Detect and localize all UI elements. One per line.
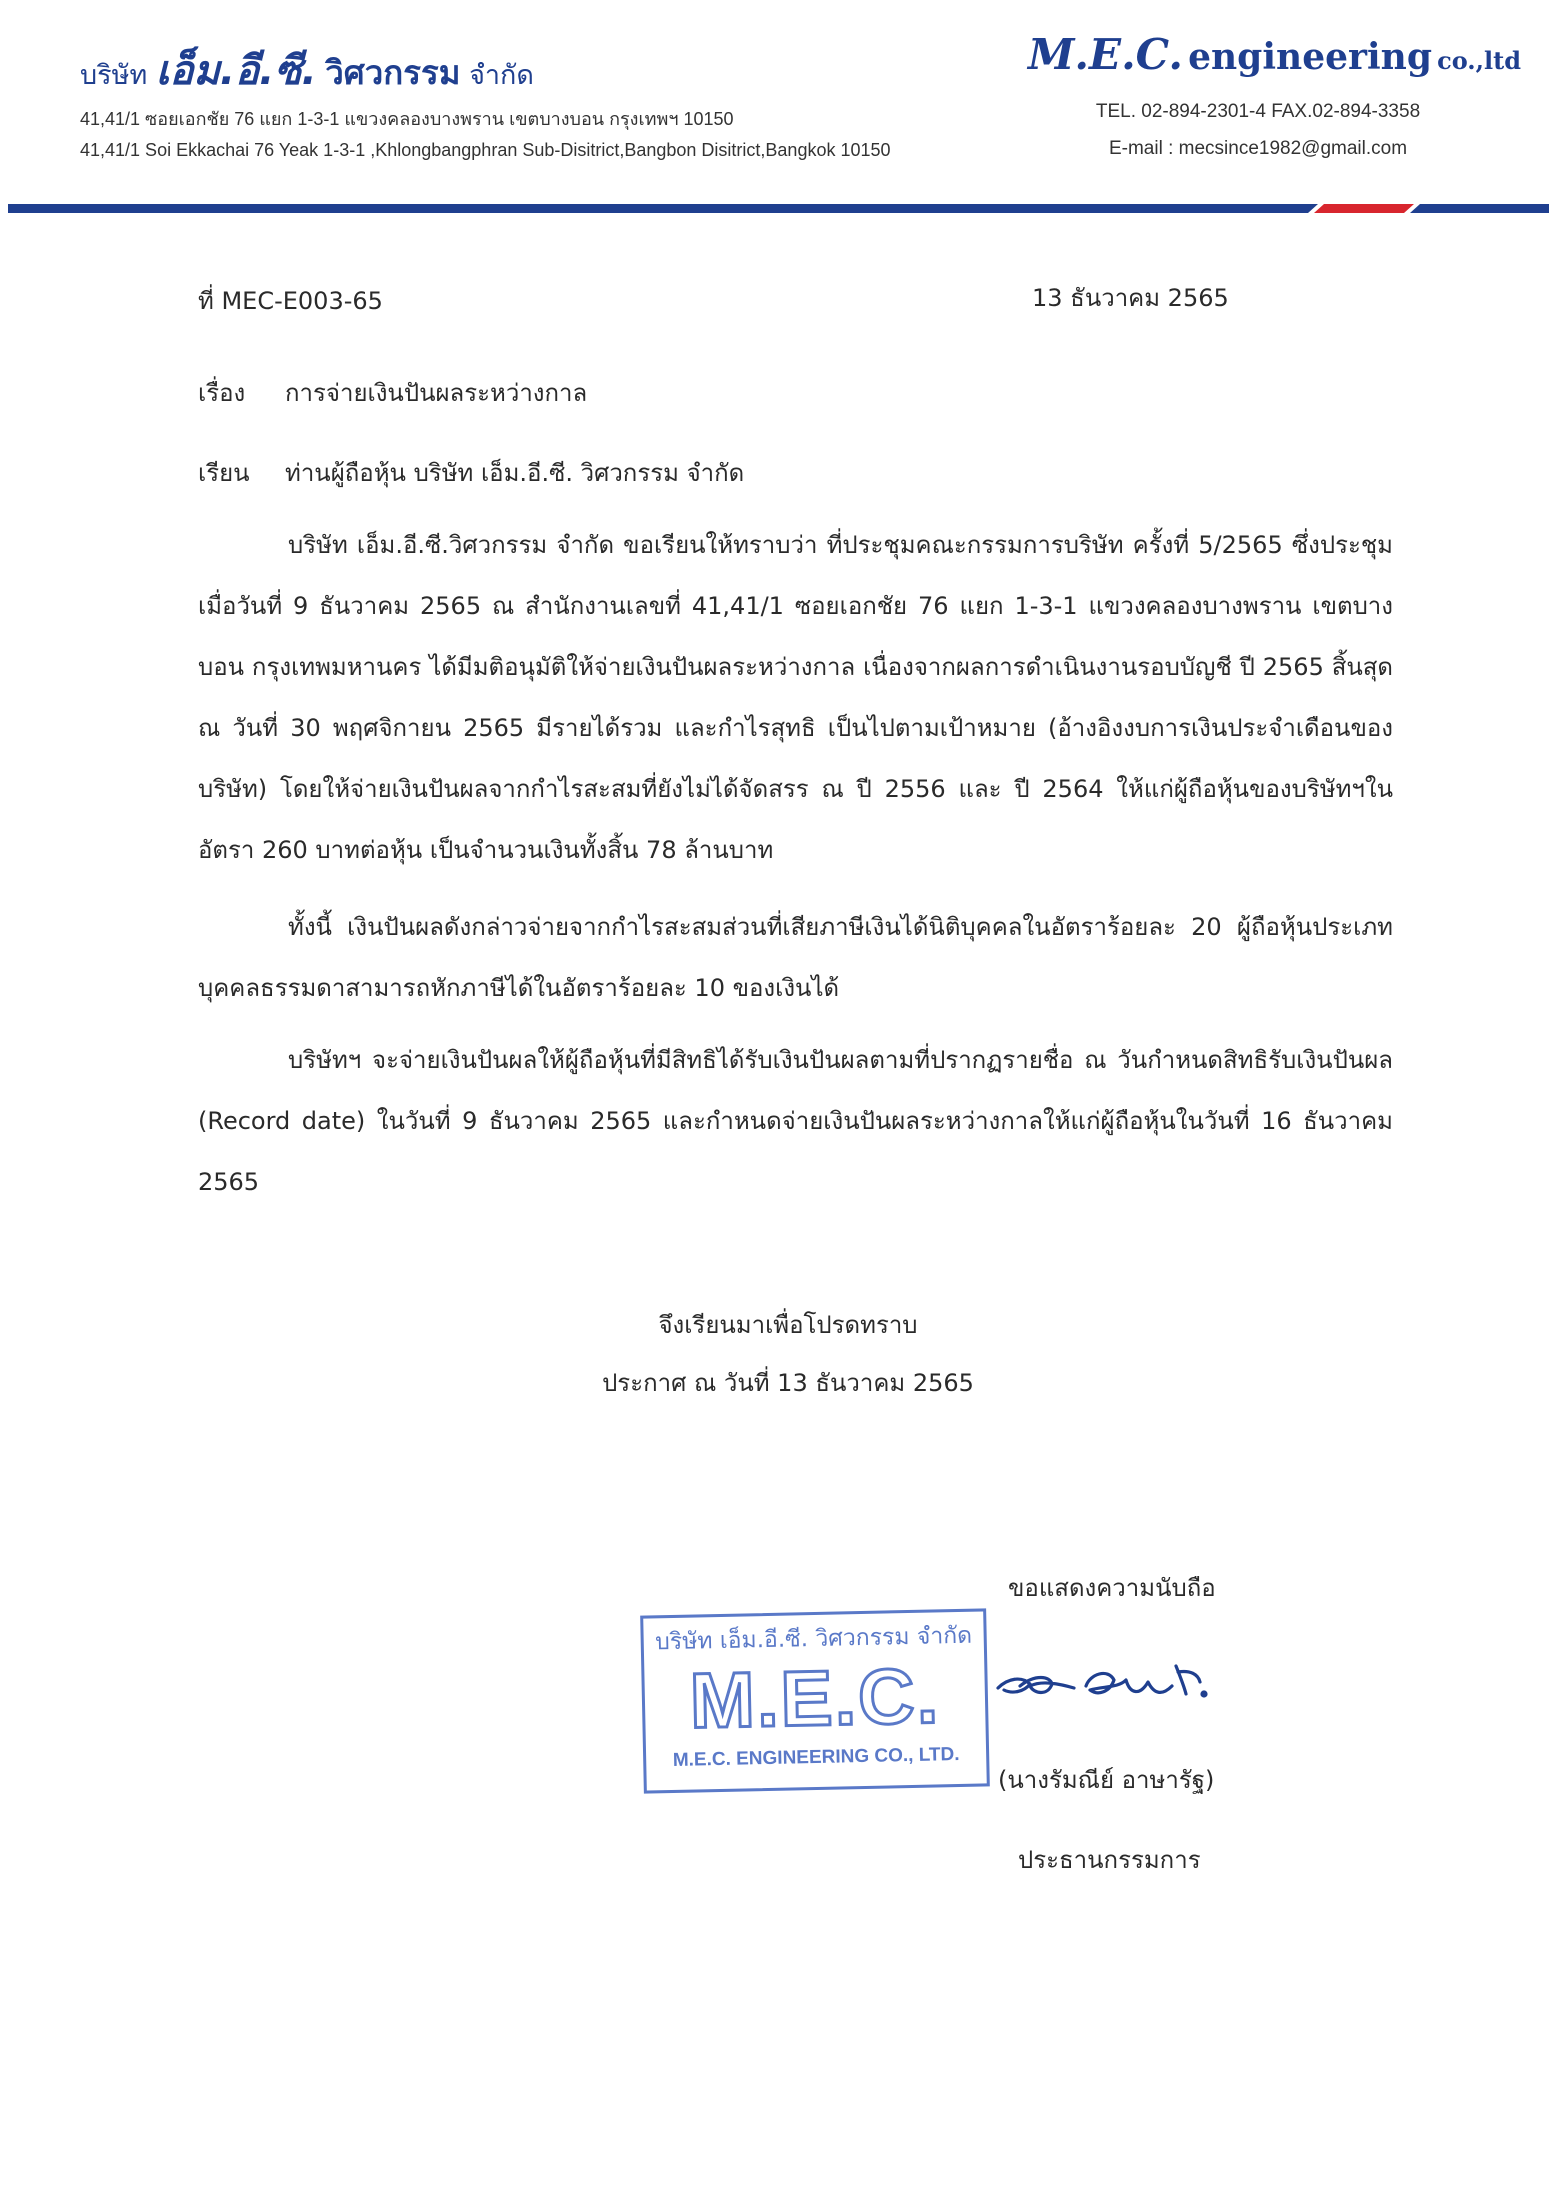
phone-fax: TEL. 02-894-2301-4 FAX.02-894-3358 <box>1095 101 1421 122</box>
rule-red <box>1314 204 1414 213</box>
company-name-thai <box>80 38 534 102</box>
stamp-thai-line: บริษัท เอ็ม.อี.ซี. วิศวกรรม จำกัด <box>655 1622 973 1656</box>
paragraph-2 <box>198 897 1393 1019</box>
company-en-word: engineering <box>1188 36 1432 78</box>
company-suffix: วิศวกรรม <box>325 53 461 92</box>
company-tail: จำกัด <box>469 60 534 91</box>
closing-line-2: ประกาศ ณ วันที่ 13 ธันวาคม 2565 <box>602 1369 974 1397</box>
paragraph-2-text: ทั้งนี้ เงินปันผลดังกล่าวจ่ายจากกำไรสะสมส่วนที่เสียภาษีเงินได้นิติบุคคลในอัตราร้อยละ 20 ผู้ถือหุ้นประเภทบุคคลธรรมดาสามารถหักภาษีได้ในอัตราร้อยละ 10 ของเงินได้ <box>198 913 1393 1002</box>
address-thai: 41,41/1 ซอยเอกชัย 76 แยก 1-3-1 แขวงคลองบางพราน เขตบางบอน กรุงเทพฯ 10150 <box>80 109 734 129</box>
regards: ขอแสดงความนับถือ <box>1008 1574 1216 1602</box>
reference-number: ที่ MEC-E003-65 <box>198 287 383 315</box>
salutation-label: เรียน <box>198 459 250 487</box>
paragraph-3 <box>198 1030 1393 1213</box>
handwritten-signature <box>990 1640 1230 1730</box>
signer-title: ประธานกรรมการ <box>1018 1846 1201 1874</box>
company-mark: เอ็ม.อี.ซี. <box>155 48 317 94</box>
company-prefix: บริษัท <box>80 60 148 91</box>
company-stamp <box>640 1608 990 1793</box>
company-en-mark: M.E.C. <box>1027 30 1183 79</box>
paragraph-3-text: บริษัทฯ จะจ่ายเงินปันผลให้ผู้ถือหุ้นที่มีสิทธิได้รับเงินปันผลตามที่ปรากฏรายชื่อ ณ วันกำหนดสิทธิรับเงินปันผล (Record date) ในวันที่ 9 ธันวาคม 2565 และกำหนดจ่ายเงินปันผลระหว่างกาลให้แก่ผู้ถือหุ้นในวันที่ 16 ธันวาคม 2565 <box>198 1046 1393 1196</box>
stamp-mark: M.E.C. <box>688 1651 942 1745</box>
paragraph-1-text: บริษัท เอ็ม.อี.ซี.วิศวกรรม จำกัด ขอเรียนให้ทราบว่า ที่ประชุมคณะกรรมการบริษัท ครั้งที่ 5/2565 ซึ่งประชุมเมื่อวันที่ 9 ธันวาคม 2565 ณ สำนักงานเลขที่ 41,41/1 ซอยเอกชัย 76 แยก 1-3-1 แขวงคลองบางพราน เขตบางบอน กรุงเทพมหานคร ได้มีมติอนุมัติให้จ่ายเงินปันผลระหว่างกาล เนื่องจากผลการดำเนินงานรอบบัญชี ปี 2565 สิ้นสุด ณ วันที่ 30 พฤศจิกายน 2565 มีรายได้รวม และกำไรสุทธิ เป็นไปตามเป้าหมาย (อ้างอิงงบการเงินประจำเดือนของบริษัท) โดยให้จ่ายเงินปันผลจากกำไรสะสมที่ยังไม่ได้จัดสรร ณ ปี 2556 และ ปี 2564 ให้แก่ผู้ถือหุ้นของบริษัทฯในอัตรา 260 บาทต่อหุ้น เป็นจำนวนเงินทั้งสิ้น 78 ล้านบาท <box>198 531 1393 864</box>
company-name-english <box>1028 30 1521 79</box>
closing-line-1: จึงเรียนมาเพื่อโปรดทราบ <box>658 1311 918 1339</box>
stamp-english-line: M.E.C. ENGINEERING CO., LTD. <box>672 1743 960 1771</box>
letter-date: 13 ธันวาคม 2565 <box>1032 284 1229 312</box>
company-en-suffix: co.,ltd <box>1437 46 1521 75</box>
email: E-mail : mecsince1982@gmail.com <box>1108 138 1408 159</box>
paragraph-1 <box>198 515 1393 881</box>
signer-name: (นางรัมณีย์ อาษารัฐ) <box>998 1766 1215 1794</box>
rule-blue-end <box>1410 204 1549 213</box>
letterhead-rule <box>8 204 1549 213</box>
rule-blue <box>8 204 1318 213</box>
subject-label: เรื่อง <box>198 379 246 407</box>
address-english: 41,41/1 Soi Ekkachai 76 Yeak 1-3-1 ,Khlongbangphran Sub-Disitrict,Bangbon Disitrict,Bangkok 10150 <box>80 140 891 160</box>
subject-text: การจ่ายเงินปันผลระหว่างกาล <box>285 379 588 407</box>
salutation-text: ท่านผู้ถือหุ้น บริษัท เอ็ม.อี.ซี. วิศวกรรม จำกัด <box>285 459 745 487</box>
